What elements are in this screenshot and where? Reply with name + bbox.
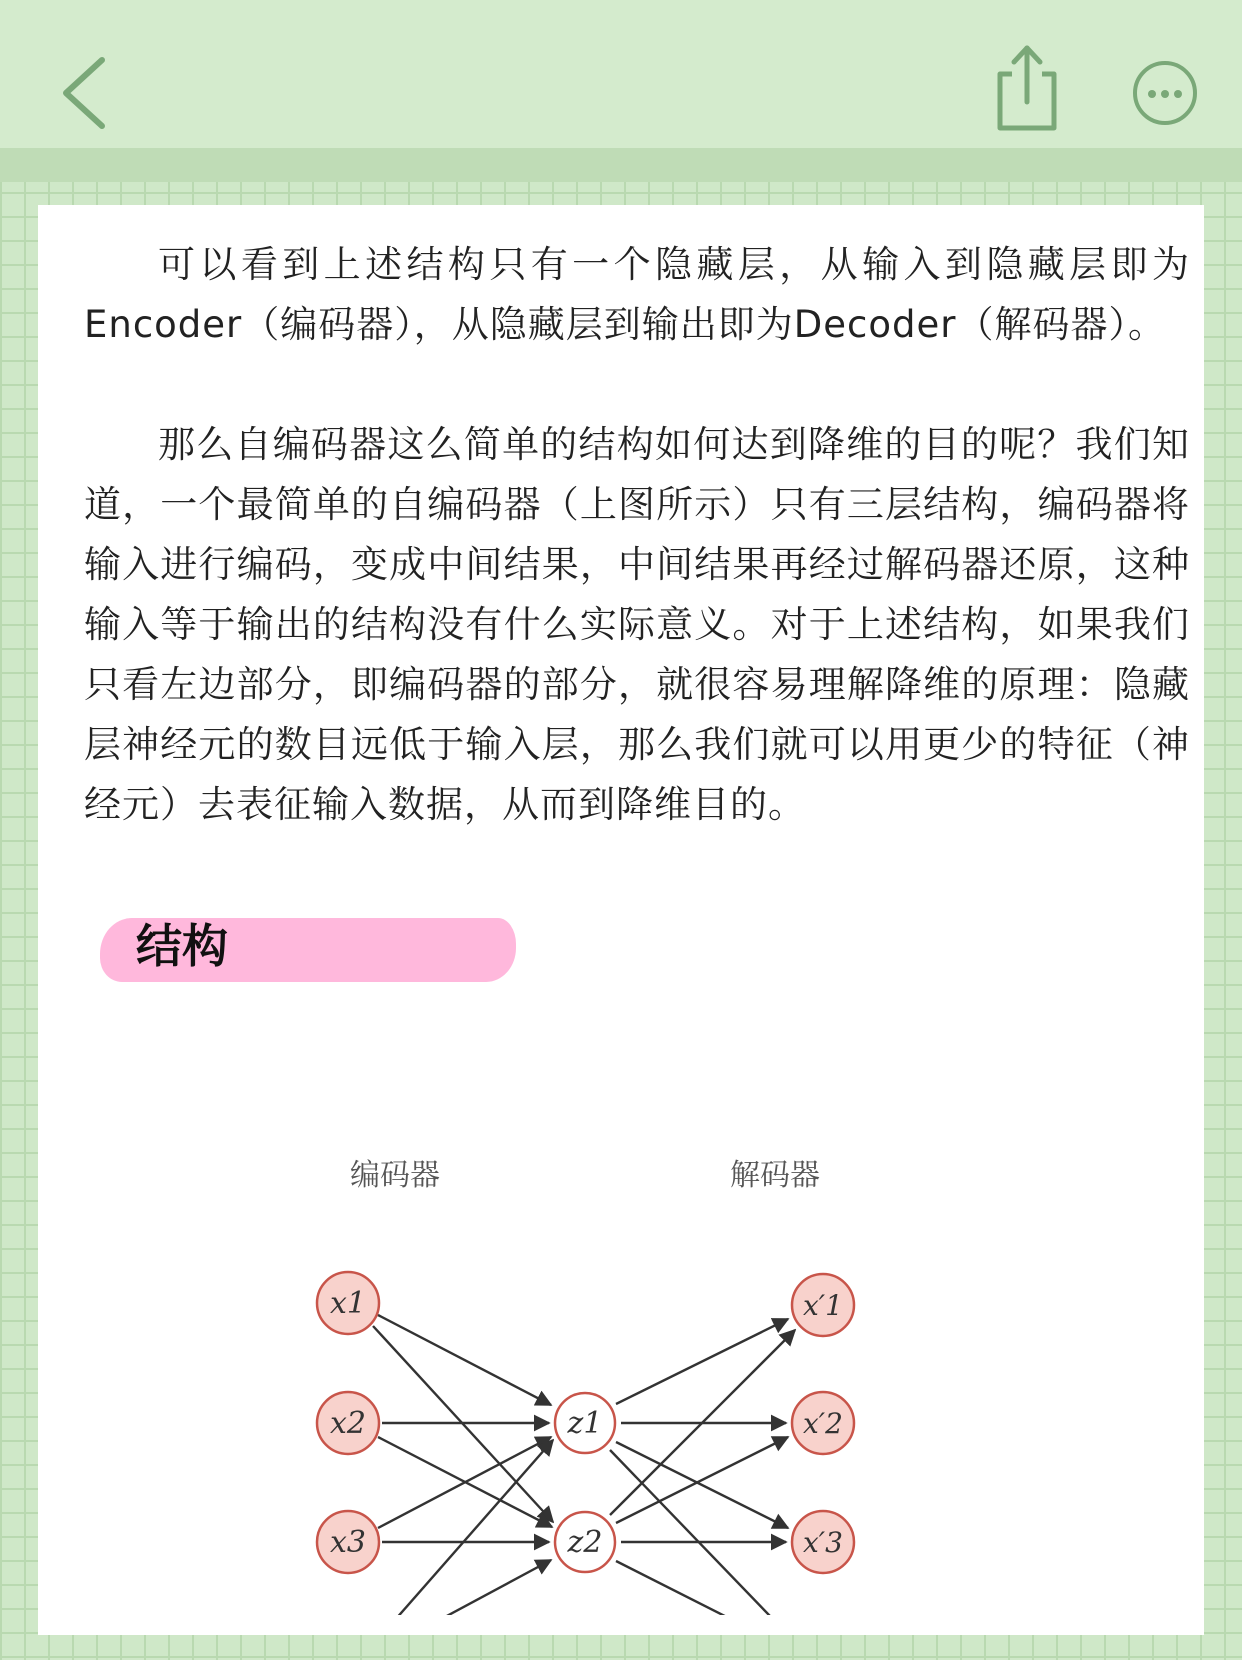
paragraph-intro: 可以看到上述结构只有一个隐藏层，从输入到隐藏层即为Encoder（编码器），从隐藏层到输出即为Decoder（解码器）。 [84,243,1190,346]
section-heading [100,910,516,982]
output-node-1-label: x′1 [803,1289,843,1322]
output-layer [792,1274,854,1615]
output-node-2-label: x′2 [803,1407,843,1440]
hidden-layer [555,1393,615,1572]
input-node-2-label: x2 [329,1406,367,1441]
autoencoder-diagram [38,995,1204,1615]
share-icon [992,42,1062,132]
hidden-node-1-label: z1 [567,1406,603,1441]
back-button[interactable] [50,48,120,138]
top-bar-shadow [0,148,1242,182]
input-node-1-label: x1 [329,1286,367,1321]
more-button[interactable] [1130,58,1200,128]
chevron-left-icon [50,48,120,138]
encoder-connections [373,1315,553,1615]
section-heading-text: 结构 [136,919,228,973]
paragraph-explanation: 那么自编码器这么简单的结构如何达到降维的目的呢？我们知道，一个最简单的自编码器（上图所示）只有三层结构，编码器将输入进行编码，变成中间结果，中间结果再经过解码器还原，这种输入等于输出的结构没有什么实际意义。对于上述结构，如果我们只看左边部分，即编码器的部分，就很容易理解降维的原理：隐藏层神经元的数目远低于输入层，那么我们就可以用更少的特征（神经元）去表征输入数据，从而到降维目的。 [84,423,1190,826]
share-button[interactable] [992,42,1062,132]
input-node-3-label: x3 [329,1525,367,1560]
more-icon [1130,58,1200,128]
encoder-label: 编码器 [350,1158,440,1193]
decoder-connections [610,1319,795,1615]
content-card [38,205,1204,1635]
input-layer [317,1272,379,1615]
hidden-node-2-label: z2 [567,1525,603,1560]
decoder-label: 解码器 [730,1158,820,1193]
output-node-3-label: x′3 [803,1526,843,1559]
